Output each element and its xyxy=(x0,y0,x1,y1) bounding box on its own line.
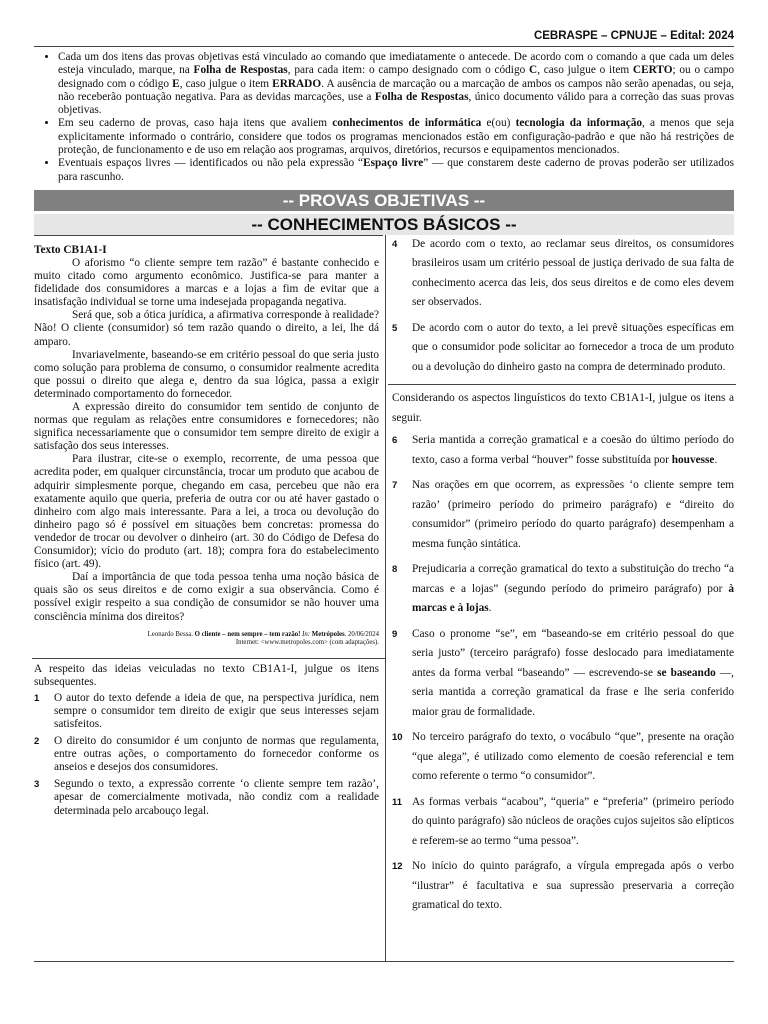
instruction-item: • Em seu caderno de provas, caso haja itens que avaliem conhecimentos de informática e(ou) tecnologia da informação, a menos que seja explicitamente informado o contrário, considere que todos os programas mencionados estão em configuração-padrão e que não há restrições de proteção, de funcionamento e de uso em relação aos programas, arquivos, diretórios, recursos e equipamentos mencionados. xyxy=(58,117,734,157)
banner-provas-objetivas: -- PROVAS OBJETIVAS -- xyxy=(34,190,734,211)
divider xyxy=(388,384,736,385)
paragraph: A expressão direito do consumidor tem sentido de conjunto de normas que regulam as relações entre consumidores e fornecedores; não significa necessariamente que o consumidor tem sempre direito de exigir a satisfação dos seus interesses. xyxy=(34,401,379,453)
question-text: Nas orações em que ocorrem, as expressões ‘o cliente sempre tem razão’ (primeiro período do primeiro parágrafo) e “direito do consumidor” (primeiro período do quarto parágrafo) desempenham a mesma função sintática. xyxy=(412,479,734,550)
question-text: Prejudicaria a correção gramatical do texto a substituição do trecho “a marcas e a lojas” (segundo período do primeiro parágrafo) por à marcas e à lojas. xyxy=(412,563,734,615)
question-item xyxy=(392,560,734,619)
question-text: No terceiro parágrafo do texto, o vocábulo “que”, presente na oração “que alega”, é utilizado como elemento de coesão referencial e tem como referente o termo “o consumidor”. xyxy=(412,731,734,783)
paragraph: O aforismo “o cliente sempre tem razão” é bastante conhecido e muito citado como argumento econômico. Justifica-se para manter a fidelidade dos consumidores a marcas e a lojas a fim de evitar que a insatisfação individual se torne uma indesejada propaganda negativa. xyxy=(34,256,379,309)
right-column xyxy=(392,235,734,922)
text-source: Leonardo Bessa. O cliente – nem sempre – tem razão! In: Metrópoles. 20/06/2024 Internet: <www.metropoles.com> (com adaptações). xyxy=(147,630,379,647)
question-item xyxy=(392,857,734,916)
question-item xyxy=(34,735,379,774)
column-divider xyxy=(385,235,386,961)
two-column-body xyxy=(34,235,734,961)
instruction-item: • Eventuais espaços livres — identificados ou não pela expressão “Espaço livre” — que constarem deste caderno de provas poderão ser utilizados para rascunho. xyxy=(58,157,734,184)
question-text: De acordo com o autor do texto, a lei prevê situações específicas em que o consumidor pode solicitar ao fornecedor a troca de um produto ou a devolução do dinheiro gasto na compra de determinado produto. xyxy=(412,321,734,373)
divider xyxy=(32,658,385,659)
paragraph: Para ilustrar, cite-se o exemplo, recorrente, de uma pessoa que acredita poder, em qualquer circunstância, trocar um produto que acabou de adquirir simplesmente porque, chegando em casa, percebeu que não era exatamente aquilo que queria, preferia de outra cor ou até haver gastado o dinheiro com algo mais interessante. Para a lei, a troca ou devolução do dinheiro pago só é possível em situações bem concretas: promessa do vendedor de trocar ou devolver o dinheiro (art. 30 do Código de Defesa do Consumidor); vício do produto (art. 18); compra fora do estabelecimento físico (art. 49). xyxy=(34,453,379,571)
question-item xyxy=(392,625,734,723)
question-text: Segundo o texto, a expressão corrente ‘o cliente sempre tem razão’, apesar de comercialmente motivada, não condiz com a realidade determinada pelo arcabouço legal. xyxy=(54,778,379,817)
question-item xyxy=(34,778,379,817)
question-number: 5 xyxy=(392,322,398,334)
left-column xyxy=(34,235,379,822)
text-body xyxy=(34,257,379,624)
paragraph: Daí a importância de que toda pessoa tenha uma noção básica de quais são os seus direitos e de como exigir a sua observância. Como é possível exigir respeito a sua condição de consumidor se não houver uma consciência mínima dos direitos? xyxy=(34,571,379,623)
question-group-intro: Considerando os aspectos linguísticos do texto CB1A1-I, julgue os itens a seguir. xyxy=(392,392,734,424)
question-item xyxy=(392,793,734,852)
question-number: 4 xyxy=(392,238,398,250)
question-item xyxy=(392,728,734,787)
question-number: 9 xyxy=(392,628,398,640)
divider xyxy=(34,961,734,962)
question-text: As formas verbais “acabou”, “queria” e “preferia” (primeiro período do quinto parágrafo) são núcleos de orações cujos sujeitos são elípticos e referem-se ao termo “uma pessoa”. xyxy=(412,795,734,847)
text-title: Texto CB1A1-I xyxy=(34,243,107,256)
instructions-list xyxy=(34,51,734,184)
paragraph: Invariavelmente, baseando-se em critério pessoal do que seria justo como solução para problema de consumo, o consumidor realmente acredita que possui o direito que alega e, dentro da sua lógica, passa a exigir determinado comportamento do fornecedor. xyxy=(34,348,379,400)
question-item xyxy=(392,431,734,470)
question-text: De acordo com o texto, ao reclamar seus direitos, os consumidores brasileiros usam um critério pessoal de justiça derivado de sua falta de conhecimento acerca das leis, dos seus direitos e de como eles devem ser observados. xyxy=(412,237,734,309)
question-number: 3 xyxy=(34,779,40,791)
question-item xyxy=(392,235,734,313)
question-number: 8 xyxy=(392,564,398,576)
question-text: Caso o pronome “se”, em “baseando-se em critério pessoal do que seria justo” (terceiro parágrafo) fosse deslocado para imediatamente antes da forma verbal “baseando” — escrevendo-se se baseando —, seria mantida a correção gramatical da frase e lhe seria conferido maior grau de formalidade. xyxy=(412,627,734,718)
instruction-item: • Cada um dos itens das provas objetivas está vinculado ao comando que imediatamente o antecede. De acordo com o comando a que cada um deles esteja vinculado, marque, na Folha de Respostas, para cada item: o campo designado com o código C, caso julgue o item CERTO; ou o campo designado com o código E, caso julgue o item ERRADO. A ausência de marcação ou a marcação de ambos os campos não serão apenadas, ou seja, não receberão pontuação negativa. Para as devidas marcações, use a Folha de Respostas, único documento válido para a correção das suas provas objetivas. xyxy=(58,51,734,117)
question-item xyxy=(392,476,734,554)
question-text: O autor do texto defende a ideia de que, na perspectiva jurídica, nem sempre o consumidor tem direito de exigir que seus interesses sejam satisfeitos. xyxy=(54,691,379,730)
paragraph: Será que, sob a ótica jurídica, a afirmativa corresponde à realidade? Não! O cliente (consumidor) só tem razão quando o direito, a lei, lhe dá amparo. xyxy=(34,309,379,348)
question-text: No início do quinto parágrafo, a vírgula empregada após o verbo “ilustrar” é facultativa e sua supressão preservaria a correção gramatical do texto. xyxy=(412,860,734,912)
question-number: 1 xyxy=(34,692,40,704)
question-item xyxy=(34,692,379,731)
question-number: 7 xyxy=(392,480,398,492)
question-number: 11 xyxy=(392,796,403,808)
question-text: O direito do consumidor é um conjunto de normas que regulamenta, entre outras ações, o comportamento do fornecedor conforme os anseios e desejos dos consumidores. xyxy=(54,735,379,774)
divider xyxy=(34,235,383,236)
exam-page xyxy=(34,30,734,961)
question-item xyxy=(392,319,734,378)
question-number: 2 xyxy=(34,736,40,748)
page-header: CEBRASPE – CPNUJE – Edital: 2024 xyxy=(34,30,734,47)
question-number: 6 xyxy=(392,435,398,447)
banner-conhecimentos-basicos: -- CONHECIMENTOS BÁSICOS -- xyxy=(34,214,734,235)
question-group-intro: A respeito das ideias veiculadas no texto CB1A1-I, julgue os itens subsequentes. xyxy=(34,662,379,688)
question-text: Seria mantida a correção gramatical e a coesão do último período do texto, caso a forma verbal “houver” fosse substituída por houvesse. xyxy=(412,434,734,466)
question-number: 12 xyxy=(392,861,403,873)
question-number: 10 xyxy=(392,732,403,744)
